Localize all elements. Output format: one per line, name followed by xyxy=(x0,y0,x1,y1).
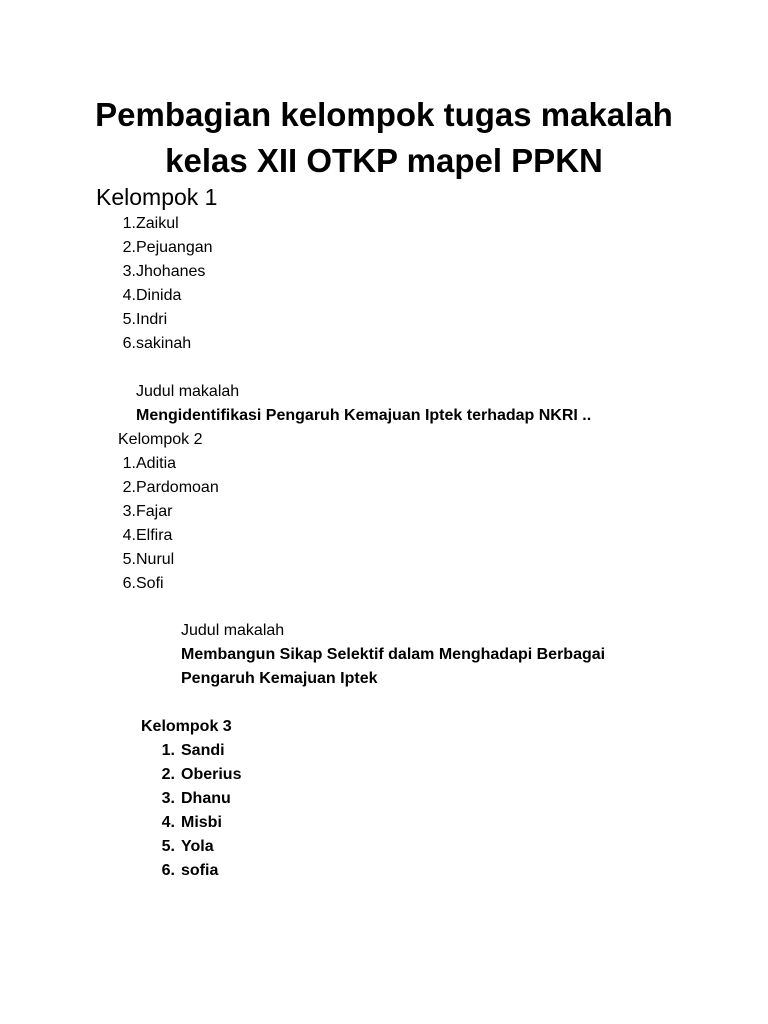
list-number: 4. xyxy=(161,814,175,831)
list-number: 6. xyxy=(122,335,136,352)
member-name: Sandi xyxy=(181,742,225,759)
list-number: 5. xyxy=(122,311,136,328)
group-2-judul-text-line-2: Pengaruh Kemajuan Iptek xyxy=(181,670,378,687)
group-2-judul-label: Judul makalah xyxy=(181,622,285,639)
member-name: Dinida xyxy=(136,287,182,304)
list-number: 2. xyxy=(122,479,136,496)
group-3-heading: Kelompok 3 xyxy=(141,718,232,735)
title-line-1: Pembagian kelompok tugas makalah xyxy=(95,96,673,133)
list-number: 6. xyxy=(122,575,136,592)
list-number: 5. xyxy=(161,838,175,855)
list-number: 6. xyxy=(161,862,175,879)
list-number: 2. xyxy=(122,239,136,256)
member-name: Sofi xyxy=(136,575,164,592)
member-name: Aditia xyxy=(136,455,177,472)
member-name: Zaikul xyxy=(136,215,179,232)
member-name: Indri xyxy=(136,311,168,328)
list-number: 3. xyxy=(161,790,175,807)
member-name: Pejuangan xyxy=(136,239,213,256)
member-name: Oberius xyxy=(181,766,242,783)
list-number: 4. xyxy=(122,287,136,304)
list-number: 4. xyxy=(122,527,136,544)
title-line-2: kelas XII OTKP mapel PPKN xyxy=(165,142,603,179)
group-1-judul-text: Mengidentifikasi Pengaruh Kemajuan Iptek terhadap NKRI .. xyxy=(136,407,592,424)
group-1-heading: Kelompok 1 xyxy=(96,184,218,210)
list-number: 3. xyxy=(122,503,136,520)
member-name: Pardomoan xyxy=(136,479,219,496)
member-name: Fajar xyxy=(136,503,173,520)
member-name: Elfira xyxy=(136,527,173,544)
member-name: sofia xyxy=(181,862,219,879)
member-name: Misbi xyxy=(181,814,222,831)
member-name: Nurul xyxy=(136,551,175,568)
member-name: sakinah xyxy=(136,335,192,352)
list-number: 2. xyxy=(161,766,175,783)
group-2-judul-text-line-1: Membangun Sikap Selektif dalam Menghadapi Berbagai xyxy=(181,646,606,663)
list-number: 1. xyxy=(161,742,175,759)
page-title xyxy=(0,92,768,184)
list-number: 5. xyxy=(122,551,136,568)
list-number: 3. xyxy=(122,263,136,280)
member-name: Jhohanes xyxy=(136,263,206,280)
member-name: Yola xyxy=(181,838,214,855)
list-number: 1. xyxy=(122,215,136,232)
list-number: 1. xyxy=(122,455,136,472)
group-1-judul-label: Judul makalah xyxy=(136,383,240,400)
group-2-heading: Kelompok 2 xyxy=(118,431,203,448)
member-name: Dhanu xyxy=(181,790,231,807)
